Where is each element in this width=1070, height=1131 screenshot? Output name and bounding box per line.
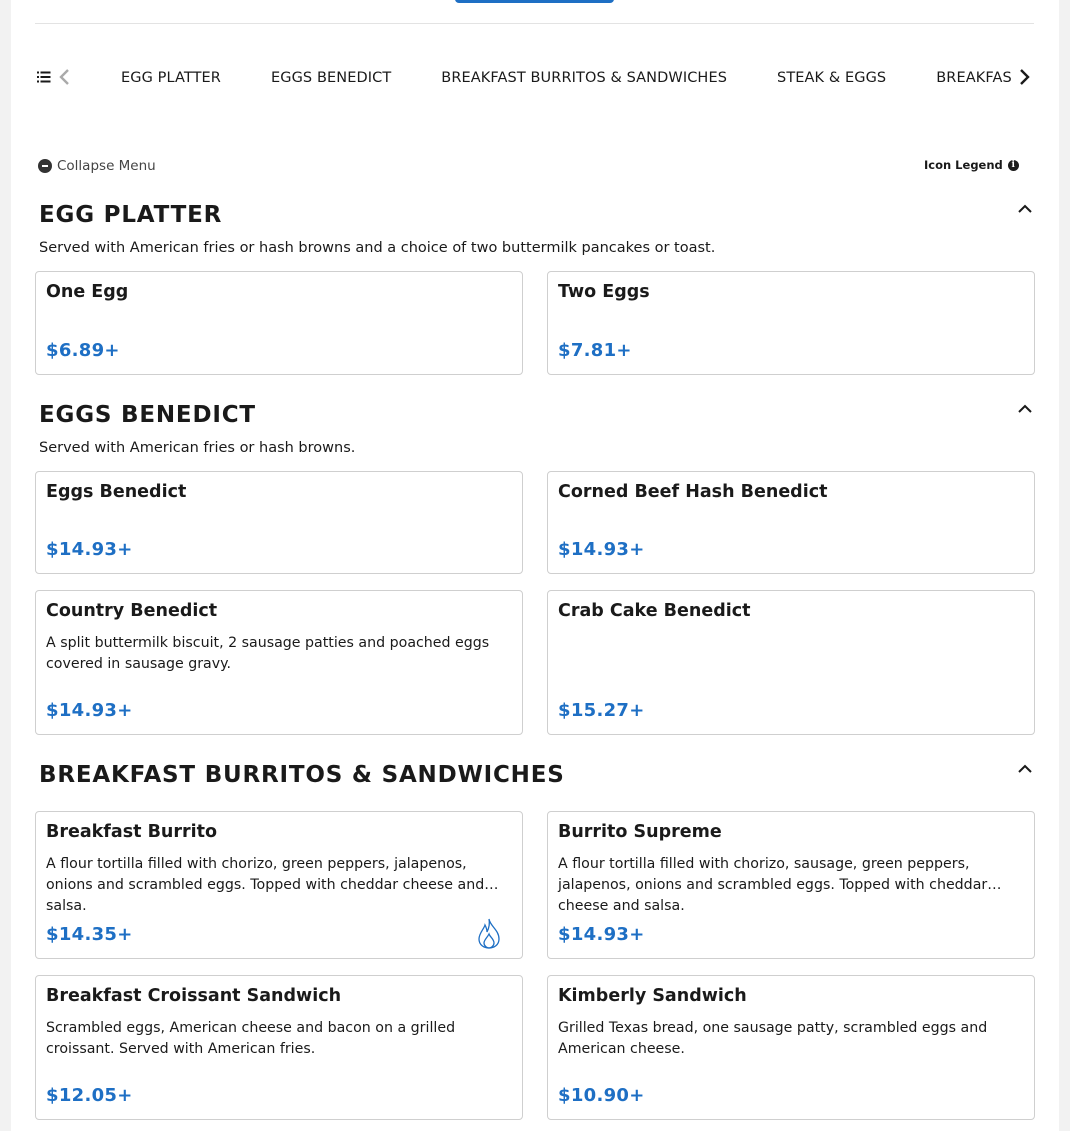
section-title-breakfast-burritos-sandwiches: BREAKFAST BURRITOS & SANDWICHES <box>39 762 565 788</box>
item-name: Breakfast Croissant Sandwich <box>46 986 342 1006</box>
icon-legend-label: Icon Legend <box>924 158 1003 172</box>
list-icon[interactable] <box>37 70 51 84</box>
item-name: Corned Beef Hash Benedict <box>558 482 828 502</box>
section-description-egg-platter: Served with American fries or hash browns and a choice of two buttermilk pancakes or toast. <box>39 240 716 256</box>
top-action-button[interactable] <box>455 0 614 3</box>
item-price: $7.81+ <box>558 340 632 361</box>
item-name: Country Benedict <box>46 601 218 621</box>
section-title-eggs-benedict: EGGS BENEDICT <box>39 402 256 428</box>
chevron-left-icon[interactable] <box>57 68 73 86</box>
chevron-right-icon[interactable] <box>1015 68 1033 86</box>
item-description: A split buttermilk biscuit, 2 sausage patties and poached eggs covered in sausage gravy. <box>46 635 490 672</box>
item-description: Scrambled eggs, American cheese and bacon on a grilled croissant. Served with American fries. <box>46 1020 456 1057</box>
item-price: $14.93+ <box>46 700 133 721</box>
item-name: Kimberly Sandwich <box>558 986 747 1006</box>
item-price: $14.93+ <box>558 924 645 945</box>
menu-item-card[interactable] <box>35 271 523 375</box>
category-nav <box>35 56 1035 100</box>
item-price: $6.89+ <box>46 340 120 361</box>
section-description-eggs-benedict: Served with American fries or hash browns. <box>39 440 356 456</box>
info-icon: i <box>1008 160 1019 171</box>
menu-item-card[interactable] <box>35 471 523 574</box>
menu-item-card[interactable] <box>547 811 1035 959</box>
item-description: A flour tortilla filled with chorizo, green peppers, jalapenos, onions and scrambled eggs. Topped with cheddar cheese and salsa. <box>46 856 485 914</box>
minus-circle-icon <box>38 159 52 173</box>
chevron-up-icon[interactable] <box>1017 763 1033 775</box>
item-price: $10.90+ <box>558 1085 645 1106</box>
spicy-flame-icon <box>475 917 503 949</box>
category-tab-breakfast-burritos-sandwiches[interactable]: BREAKFAST BURRITOS & SANDWICHES <box>441 70 728 86</box>
item-name: Burrito Supreme <box>558 822 722 842</box>
category-tab-steak-eggs[interactable]: STEAK & EGGS <box>777 70 887 86</box>
collapse-menu-label: Collapse Menu <box>57 158 156 174</box>
category-tab-eggs-benedict[interactable]: EGGS BENEDICT <box>271 70 392 86</box>
menu-item-card[interactable] <box>35 975 523 1120</box>
item-price: $14.35+ <box>46 924 133 945</box>
item-price: $14.93+ <box>558 539 645 560</box>
category-tab-egg-platter[interactable]: EGG PLATTER <box>121 70 221 86</box>
menu-item-card[interactable] <box>547 271 1035 375</box>
category-tab-breakfast[interactable]: BREAKFAS <box>936 70 1012 86</box>
menu-item-card[interactable] <box>547 471 1035 574</box>
item-description: A flour tortilla filled with chorizo, sausage, green peppers, jalapenos, onions and scrambled eggs. Topped with cheddar cheese and salsa. <box>558 856 988 914</box>
item-name: Eggs Benedict <box>46 482 187 502</box>
section-title-egg-platter: EGG PLATTER <box>39 202 223 228</box>
chevron-up-icon[interactable] <box>1017 203 1033 215</box>
menu-item-card[interactable] <box>35 811 523 959</box>
chevron-up-icon[interactable] <box>1017 403 1033 415</box>
collapse-menu-button[interactable] <box>38 157 156 175</box>
item-name: Two Eggs <box>558 282 650 302</box>
category-tabs <box>121 56 1012 100</box>
item-description: Grilled Texas bread, one sausage patty, scrambled eggs and American cheese. <box>558 1020 988 1057</box>
menu-item-card[interactable] <box>35 590 523 735</box>
icon-legend-button[interactable] <box>924 157 1019 173</box>
item-name: Crab Cake Benedict <box>558 601 751 621</box>
item-price: $12.05+ <box>46 1085 133 1106</box>
menu-item-card[interactable] <box>547 590 1035 735</box>
item-price: $14.93+ <box>46 539 133 560</box>
item-name: Breakfast Burrito <box>46 822 218 842</box>
item-price: $15.27+ <box>558 700 645 721</box>
divider <box>35 23 1034 24</box>
item-name: One Egg <box>46 282 129 302</box>
menu-item-card[interactable] <box>547 975 1035 1120</box>
menu-page <box>11 0 1059 1131</box>
